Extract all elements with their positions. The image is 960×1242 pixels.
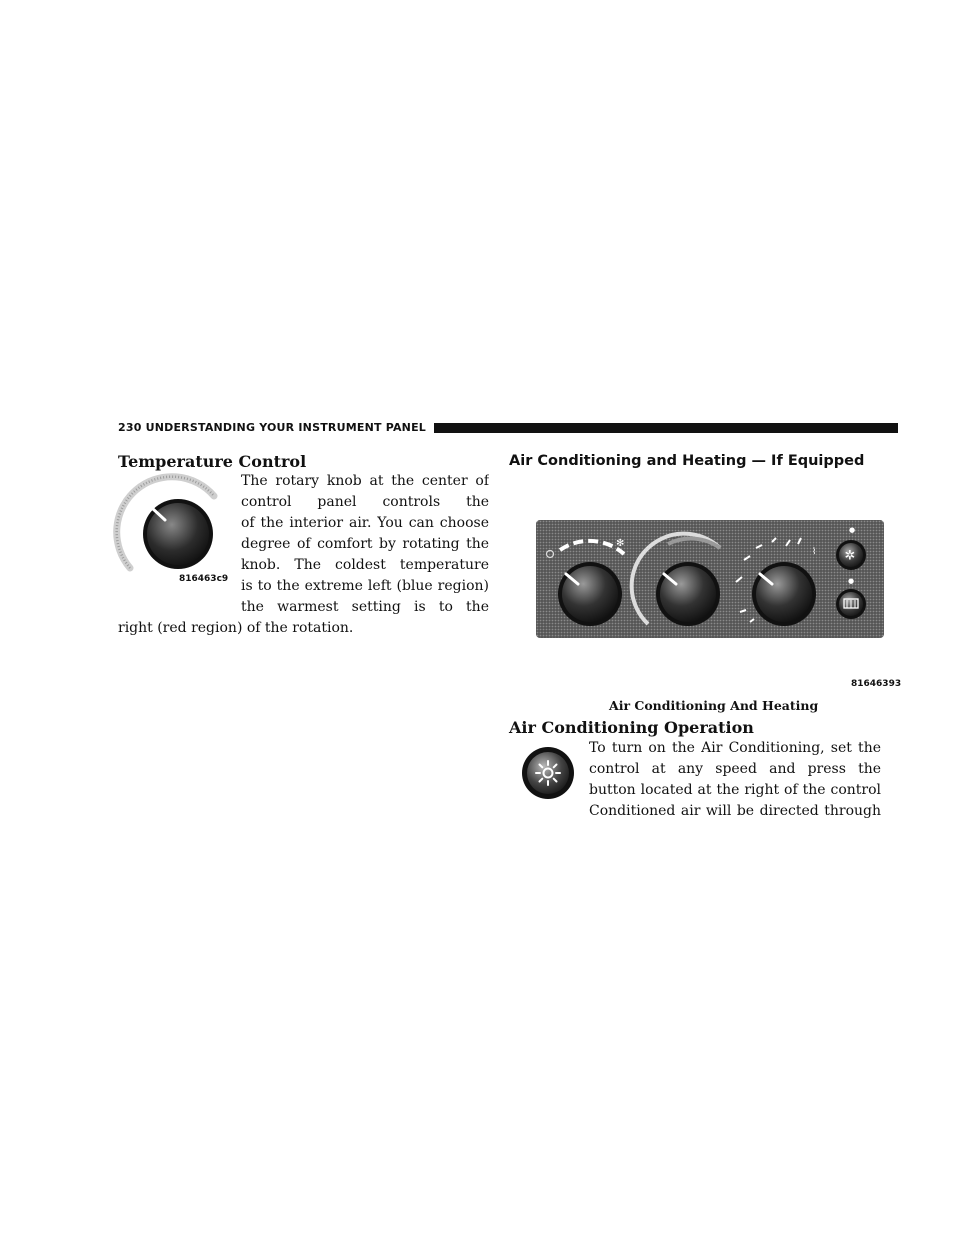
- temperature-paragraph-last: [118, 618, 489, 639]
- mode-knob[interactable]: [756, 566, 812, 622]
- text-line: the warmest setting is to the: [241, 599, 489, 615]
- ac-operation-paragraph: [589, 738, 881, 822]
- text-line: degree of comfort by rotating the: [241, 536, 489, 552]
- ac-figure-caption: Air Conditioning And Heating: [609, 698, 819, 713]
- ac-operation-heading: Air Conditioning Operation: [509, 718, 754, 737]
- text-line: control at any speed and press the: [589, 761, 881, 777]
- text-line: right (red region) of the rotation.: [118, 620, 354, 636]
- text-line: is to the extreme left (blue region): [241, 578, 489, 594]
- text-line: control panel controls the: [241, 494, 489, 510]
- text-line: To turn on the Air Conditioning, set the: [589, 740, 881, 756]
- text-line: Conditioned air will be directed through: [589, 803, 881, 819]
- temperature-figure-code: 816463c9: [179, 574, 229, 584]
- svg-text:✻: ✻: [616, 538, 625, 549]
- snowflake-button-figure: [521, 746, 575, 800]
- svg-text:●: ●: [848, 577, 855, 585]
- svg-text:✲: ✲: [844, 548, 856, 564]
- fan-knob[interactable]: [562, 566, 618, 622]
- text-line: of the interior air. You can choose: [241, 515, 489, 531]
- svg-text:⌇: ⌇: [812, 547, 817, 557]
- ac-figure-code: 81646393: [851, 679, 902, 689]
- running-header: [118, 420, 898, 436]
- text-line: knob. The coldest temperature: [241, 557, 489, 573]
- temperature-knob-figure: [122, 476, 222, 576]
- ac-heating-heading: Air Conditioning and Heating — If Equipped: [509, 453, 865, 469]
- svg-text:●: ●: [849, 526, 856, 534]
- ac-control-panel-figure: [536, 520, 884, 638]
- text-line: The rotary knob at the center of: [241, 473, 489, 489]
- temperature-knob[interactable]: [660, 566, 716, 622]
- header-text: 230 UNDERSTANDING YOUR INSTRUMENT PANEL: [118, 420, 434, 436]
- temperature-paragraph-wrap: [241, 471, 489, 618]
- temperature-control-heading: Temperature Control: [118, 452, 307, 471]
- text-line: button located at the right of the control: [589, 782, 881, 798]
